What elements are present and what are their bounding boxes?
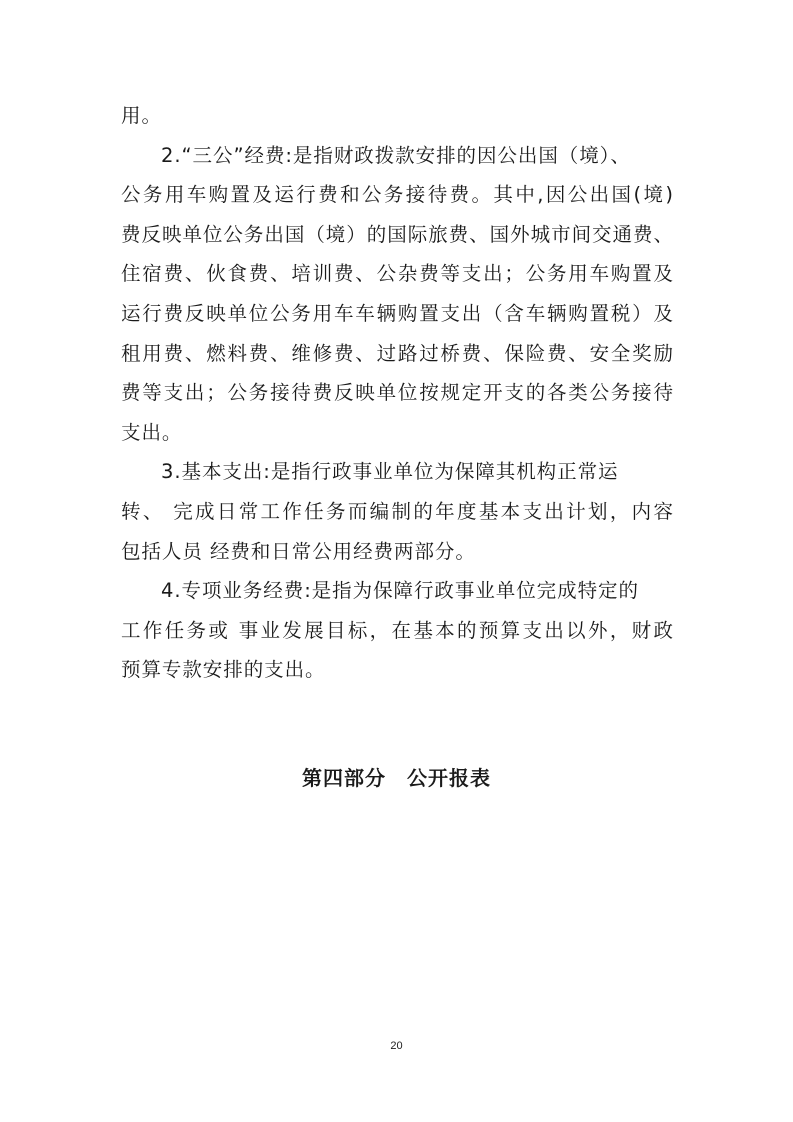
- text-line: 租用费、燃料费、维修费、过路过桥费、保险费、安全奖励: [121, 341, 673, 365]
- text-line: 公务用车购置及运行费和公务接待费。其中,因公出国(境): [121, 183, 673, 207]
- text-line: 转、 完成日常工作任务而编制的年度基本支出计划，内容: [121, 499, 673, 523]
- body-text: [121, 96, 673, 690]
- text-line: 用。: [121, 104, 162, 127]
- text-line: 工作任务或 事业发展目标，在基本的预算支出以外，财政: [121, 618, 673, 642]
- text-line: 运行费反映单位公务用车车辆购置支出（含车辆购置税）及: [121, 301, 673, 325]
- text-line: 费等支出；公务接待费反映单位按规定开支的各类公务接待: [121, 381, 673, 405]
- section-title: 第四部分 公开报表: [302, 766, 491, 790]
- page-number: 20: [390, 1040, 403, 1052]
- text-line: 费反映单位公务出国（境）的国际旅费、国外城市间交通费、: [121, 222, 673, 246]
- text-line: 2.“三公”经费:是指财政拨款安排的因公出国（境）、: [161, 143, 631, 167]
- text-line: 包括人员 经费和日常公用经费两部分。: [121, 539, 476, 563]
- text-line: 3.基本支出:是指行政事业单位为保障其机构正常运: [161, 460, 619, 484]
- text-line: 住宿费、伙食费、培训费、公杂费等支出；公务用车购置及: [121, 262, 673, 286]
- text-line: 预算专款安排的支出。: [121, 658, 326, 682]
- text-line: 4.专项业务经费:是指为保障行政事业单位完成特定的: [161, 579, 639, 603]
- text-line: 支出。: [121, 420, 183, 444]
